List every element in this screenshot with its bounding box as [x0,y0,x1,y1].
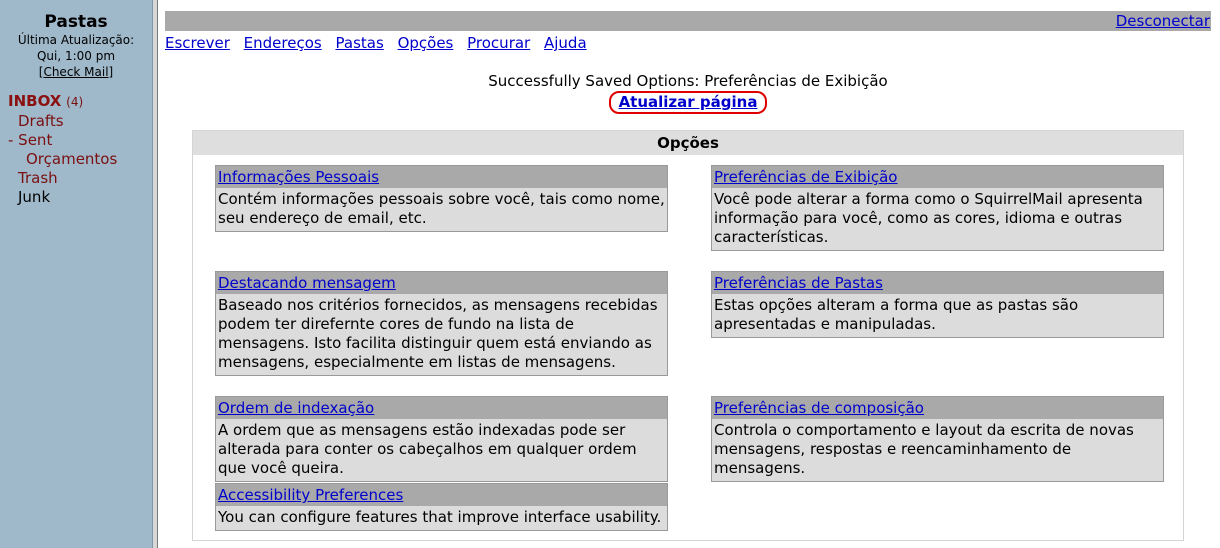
option-display-prefs-link[interactable]: Preferências de Exibição [714,168,898,186]
menu-compose[interactable]: Escrever [165,34,230,52]
folder-inbox-count: (4) [66,95,84,109]
folder-trash[interactable]: Trash [18,169,58,187]
option-compose-prefs [711,396,1164,482]
menu-options[interactable]: Opções [397,34,454,52]
options-header: Opções [193,131,1183,155]
option-index-order-desc: A ordem que as mensagens estão indexadas pode ser alterada para conter os cabeçalhos em qualquer ordem que você queira. [218,421,637,477]
folder-junk[interactable]: Junk [18,188,51,206]
folder-inbox[interactable] [8,92,152,112]
option-accessibility-desc: You can configure features that improve interface usability. [218,508,662,526]
menu-search[interactable]: Procurar [467,34,531,52]
folder-list [0,92,152,207]
main-pane [165,0,1211,114]
option-personal-info-link[interactable]: Informações Pessoais [218,168,380,186]
menu-help[interactable]: Ajuda [544,34,587,52]
menu-bar [165,33,1211,53]
folder-sent[interactable]: - Sent [8,131,53,149]
folder-inbox-label[interactable]: INBOX [8,92,62,110]
option-folder-prefs [711,271,1164,338]
options-panel [192,130,1184,541]
option-personal-info [215,165,668,232]
menu-addresses[interactable]: Endereços [243,34,322,52]
option-folder-prefs-desc: Estas opções alteram a forma que as pastas são apresentadas e manipuladas. [714,296,1079,333]
option-compose-prefs-desc: Controla o comportamento e layout da escrita de novas mensagens, respostas e reencaminhamento de mensagens. [714,421,1134,477]
last-update-label: Última Atualização: [17,33,135,47]
refresh-page-link[interactable]: Atualizar página [609,91,768,114]
folder-orcamentos[interactable]: Orçamentos [26,150,118,168]
option-personal-info-desc: Contém informações pessoais sobre você, tais como nome, seu endereço de email, etc. [218,190,665,227]
option-folder-prefs-link[interactable]: Preferências de Pastas [714,274,883,292]
option-highlighting-link[interactable]: Destacando mensagem [218,274,396,292]
signout-link[interactable]: Desconectar [1115,12,1210,30]
option-display-prefs [711,165,1164,251]
pane-divider[interactable] [153,0,158,548]
menu-folders[interactable]: Pastas [335,34,384,52]
folder-pane [0,0,153,548]
folders-title: Pastas [44,12,108,32]
option-index-order-link[interactable]: Ordem de indexação [218,399,375,417]
folder-drafts[interactable]: Drafts [18,112,64,130]
option-accessibility-link[interactable]: Accessibility Preferences [218,486,404,504]
option-index-order [215,396,668,482]
option-highlighting-desc: Baseado nos critérios fornecidos, as mensagens recebidas podem ter direfernte cores de fundo na lista de mensagens. Isto facilita distinguir quem está enviando as mensagens, especialmente em listas de mensagens. [218,296,658,371]
option-accessibility [215,483,668,531]
check-mail-link[interactable]: [Check Mail] [38,65,114,79]
top-bar [165,11,1211,31]
option-highlighting [215,271,668,376]
option-compose-prefs-link[interactable]: Preferências de composição [714,399,924,417]
last-update-time: Qui, 1:00 pm [36,49,116,63]
status-message: Successfully Saved Options: Preferências de Exibição [488,72,888,90]
option-display-prefs-desc: Você pode alterar a forma como o SquirrelMail apresenta informação para você, como as cores, idioma e outras características. [714,190,1143,246]
